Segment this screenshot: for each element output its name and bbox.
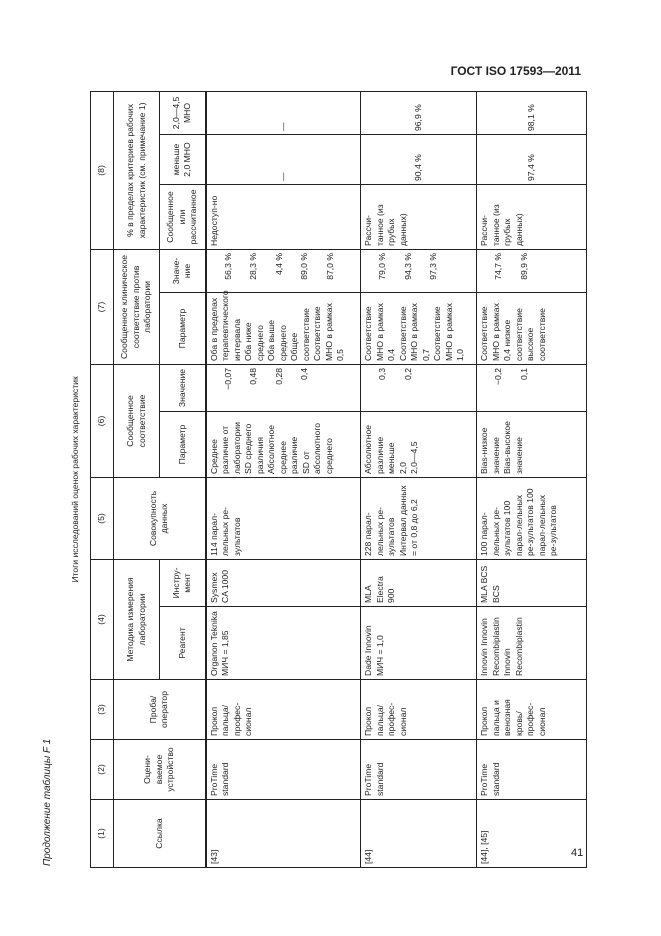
rotated-table-container [38, 92, 588, 868]
cell-line: Bias-низкое значение [479, 427, 501, 474]
cell-param6 [361, 412, 477, 478]
cell-sample: Прокол пальца/ профес-сионал [206, 680, 361, 740]
cell-range: 98,1 % [477, 91, 587, 134]
header-value7: Значе-ние [160, 250, 206, 293]
cell-line: 89,9 % [518, 253, 529, 280]
cell-line: 2,0—4,5 [409, 441, 419, 474]
table-row [477, 91, 587, 867]
cell-param6 [477, 412, 587, 478]
header-value6: Значение [160, 365, 206, 412]
cell-line: 89,0 % [299, 253, 309, 280]
cell-line: 4,4 % [273, 253, 284, 275]
cell-line: высокое соответствие [525, 308, 547, 361]
col-num: (5) [91, 478, 114, 560]
cell-line: Оба выше среднего [266, 320, 288, 361]
cell-reagent: Dade Innovin МИЧ = 1,0 [361, 607, 477, 680]
document-header: ГОСТ ISO 17593—2011 [450, 64, 581, 78]
col-num: (4) [91, 560, 114, 680]
header-pct: % в пределах критериев рабочих характеристик (см. примечание 1) [114, 91, 160, 249]
header-device: Оцени-ваемое устройство [114, 740, 206, 800]
cell-less2: 90,4 % [361, 135, 477, 185]
cell-line: Соответствие МНО в рамках 0,7 [397, 303, 431, 361]
cell-range: — [206, 91, 361, 134]
cell-line: Абсолютное различие меньше [363, 424, 396, 474]
cell-sample: Прокол пальца и венозная кровь/ профес-сионал [477, 680, 587, 740]
cell-line: 0,2 [402, 368, 413, 380]
header-param6: Параметр [160, 412, 206, 478]
cell-line: 0,48 [248, 368, 258, 385]
cell-line: 0,1 [518, 368, 529, 380]
cell-ref: [44] [361, 800, 477, 868]
cell-ref: [44], [45] [477, 800, 587, 868]
cell-line: 2,0 [397, 462, 408, 474]
cell-line: −0,07 [222, 368, 233, 390]
cell-line: SD среднего различия [243, 423, 265, 474]
cell-dataset: 114 парал-лельных ре-зультатов [206, 478, 361, 560]
page-number: 41 [571, 847, 584, 859]
cell-line: SD от абсолютного среднего [300, 422, 334, 474]
cell-line: Общее соответствие [289, 308, 311, 361]
cell-line: Среднее различие от лаборатории [208, 422, 242, 474]
cell-param6 [206, 412, 361, 478]
header-reported: Сообщенное соответствие [114, 365, 160, 478]
cell-line: 0,4 [299, 368, 309, 380]
cell-instrument: MLA Electra 900 [361, 560, 477, 607]
cell-device: ProTime standard [206, 740, 361, 800]
table-caption: Продолжение таблицы F 1 [42, 738, 53, 866]
header-less2: меньше 2,0 МНО [160, 135, 206, 185]
cell-param7 [206, 290, 361, 365]
cell-line: Соответствие МНО в рамках 0,4 [363, 303, 396, 361]
cell-instrument: Sysmex CA 1000 [206, 560, 361, 607]
results-table [62, 91, 587, 868]
cell-value7 [477, 250, 587, 293]
cell-line: 28,3 % [248, 253, 258, 280]
cell-device: ProTime standard [477, 740, 587, 800]
cell-line: Bias-высокое значение [502, 421, 524, 474]
col-num: (7) [91, 250, 114, 365]
cell-line: 97,3 % [428, 253, 438, 280]
col-num: (1) [91, 800, 114, 868]
cell-value7 [206, 250, 361, 293]
cell-dataset: 100 парал-лельных ре-зультатов 100 парал-лельных ре-зультатов 100 парал-лельных ре-зультатов [477, 478, 587, 560]
cell-line: Соответствие МНО в рамках 1,0 [432, 303, 465, 361]
cell-device: ProTime standard [361, 740, 477, 800]
cell-value7 [361, 250, 477, 293]
cell-value6 [361, 365, 477, 412]
cell-range: 96,9 % [361, 91, 477, 134]
header-clinical: Сообщенное клиническое соответствие против лаборатории [114, 250, 160, 365]
cell-line: 0,3 [377, 368, 387, 380]
cell-less2: 97,4 % [477, 135, 587, 185]
header-param7: Параметр [160, 293, 206, 365]
cell-line: Соответствие МНО в рамках 0,4 низкое соответствие [479, 303, 524, 361]
cell-reagent: Organon Teknika МИЧ = 1,85 [206, 607, 361, 680]
cell-param7 [361, 293, 477, 365]
header-sample: Проба/ оператор [114, 680, 206, 740]
cell-value6 [206, 365, 361, 412]
header-method: Методика измерения лаборатории [114, 560, 160, 680]
header-rep-calc: Сообщенное или рассчитанное [160, 185, 206, 250]
col-num: (3) [91, 680, 114, 740]
cell-reported: Недоступ-но [206, 185, 361, 250]
col-num: (6) [91, 365, 114, 478]
cell-line: 56,3 % [222, 253, 233, 280]
table-title: Итоги исследований оценок рабочих характеристик [62, 91, 91, 867]
col-num: (8) [91, 91, 114, 249]
cell-line: 74,7 % [493, 253, 503, 280]
cell-line: Абсолютное среднее различие [266, 424, 299, 474]
cell-line: Оба в пределах терапевтического интервала [208, 290, 242, 361]
cell-line: 94,3 % [402, 253, 413, 280]
header-dataset: Совокупность данных [114, 478, 206, 560]
cell-reported: Рассчи-танное (из грубых данных) [477, 185, 587, 250]
header-range: 2,0—4,5 МНО [160, 91, 206, 134]
cell-line: 87,0 % [324, 253, 335, 280]
cell-less2: — [206, 135, 361, 185]
table-row [206, 91, 361, 867]
header-ref: Ссылка [114, 800, 206, 868]
header-reagent: Реагент [160, 607, 206, 680]
cell-dataset: 228 парал-лельных ре-зультатов Интервал данных = от 0,8 до 6,2 [361, 478, 477, 560]
header-instrument: Инстру-мент [160, 560, 206, 607]
cell-ref: [43] [206, 800, 361, 868]
cell-param7 [477, 293, 587, 365]
cell-line: 79,0 % [377, 253, 387, 280]
cell-sample: Прокол пальца/ профес-сионал [361, 680, 477, 740]
cell-reagent: Innovin Innovin Recombiplastin Innovin Recombiplastin [477, 607, 587, 680]
table-row [361, 91, 477, 867]
col-num: (2) [91, 740, 114, 800]
cell-reported: Рассчи-танное (из грубых данных) [361, 185, 477, 250]
cell-line: Оба ниже среднего [243, 322, 265, 361]
cell-line: Соответствие МНО в рамках 0,5 [312, 303, 345, 361]
cell-instrument: MLA BCS BCS [477, 560, 587, 607]
cell-line: 0,28 [273, 368, 284, 385]
cell-line: −0,2 [493, 368, 503, 385]
cell-value6 [477, 365, 587, 412]
